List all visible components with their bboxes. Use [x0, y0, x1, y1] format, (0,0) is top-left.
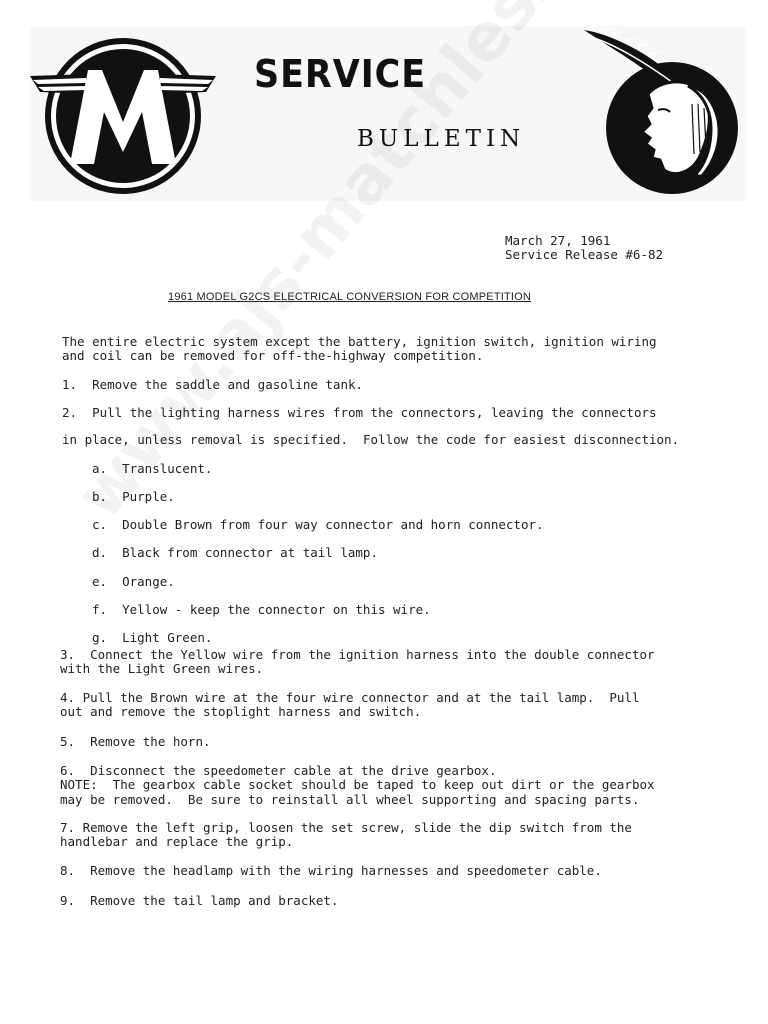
- bulletin-meta: [505, 234, 663, 262]
- intro-line-2: and coil can be removed for off-the-highway competition.: [62, 348, 484, 363]
- sub-step-c: c. Double Brown from four way connector and horn connector.: [92, 517, 544, 532]
- step-9: 9. Remove the tail lamp and bracket.: [60, 893, 339, 908]
- step-6-note-line-2: may be removed. Be sure to reinstall all wheel supporting and spacing parts.: [60, 792, 640, 807]
- step-2-line-2: in place, unless removal is specified. Follow the code for easiest disconnection.: [62, 432, 680, 447]
- step-7-line-2: handlebar and replace the grip.: [60, 834, 294, 849]
- step-4-line-1: 4. Pull the Brown wire at the four wire connector and at the tail lamp. Pull: [60, 690, 640, 705]
- document-title: 1961 MODEL G2CS ELECTRICAL CONVERSION FOR COMPETITION: [168, 291, 532, 303]
- sub-step-f: f. Yellow - keep the connector on this wire.: [92, 602, 431, 617]
- sub-step-e: e. Orange.: [92, 574, 175, 589]
- matchless-winged-m-logo-icon: [30, 36, 216, 196]
- indian-chief-head-logo-icon: [580, 24, 748, 196]
- bulletin-title: BULLETIN: [357, 126, 526, 152]
- step-3-line-2: with the Light Green wires.: [60, 661, 264, 676]
- sub-step-b: b. Purple.: [92, 489, 175, 504]
- step-7-line-1: 7. Remove the left grip, loosen the set screw, slide the dip switch from the: [60, 820, 632, 835]
- step-3-line-1: 3. Connect the Yellow wire from the ignition harness into the double connector: [60, 647, 655, 662]
- bulletin-date: March 27, 1961: [505, 233, 611, 248]
- service-title: SERVICE: [254, 52, 427, 96]
- intro-line-1: The entire electric system except the battery, ignition switch, ignition wiring: [62, 334, 657, 349]
- service-release-number: Service Release #6-82: [505, 247, 664, 262]
- step-4-line-2: out and remove the stoplight harness and switch.: [60, 704, 422, 719]
- step-6-line-1: 6. Disconnect the speedometer cable at the drive gearbox.: [60, 763, 497, 778]
- step-8: 8. Remove the headlamp with the wiring harnesses and speedometer cable.: [60, 863, 602, 878]
- sub-step-g: g. Light Green.: [92, 630, 213, 645]
- step-1: 1. Remove the saddle and gasoline tank.: [62, 377, 364, 392]
- step-2-line-1: 2. Pull the lighting harness wires from the connectors, leaving the connectors: [62, 405, 657, 420]
- step-5: 5. Remove the horn.: [60, 734, 211, 749]
- sub-step-a: a. Translucent.: [92, 461, 213, 476]
- step-6-note-line-1: NOTE: The gearbox cable socket should be taped to keep out dirt or the gearbox: [60, 777, 655, 792]
- sub-step-d: d. Black from connector at tail lamp.: [92, 545, 378, 560]
